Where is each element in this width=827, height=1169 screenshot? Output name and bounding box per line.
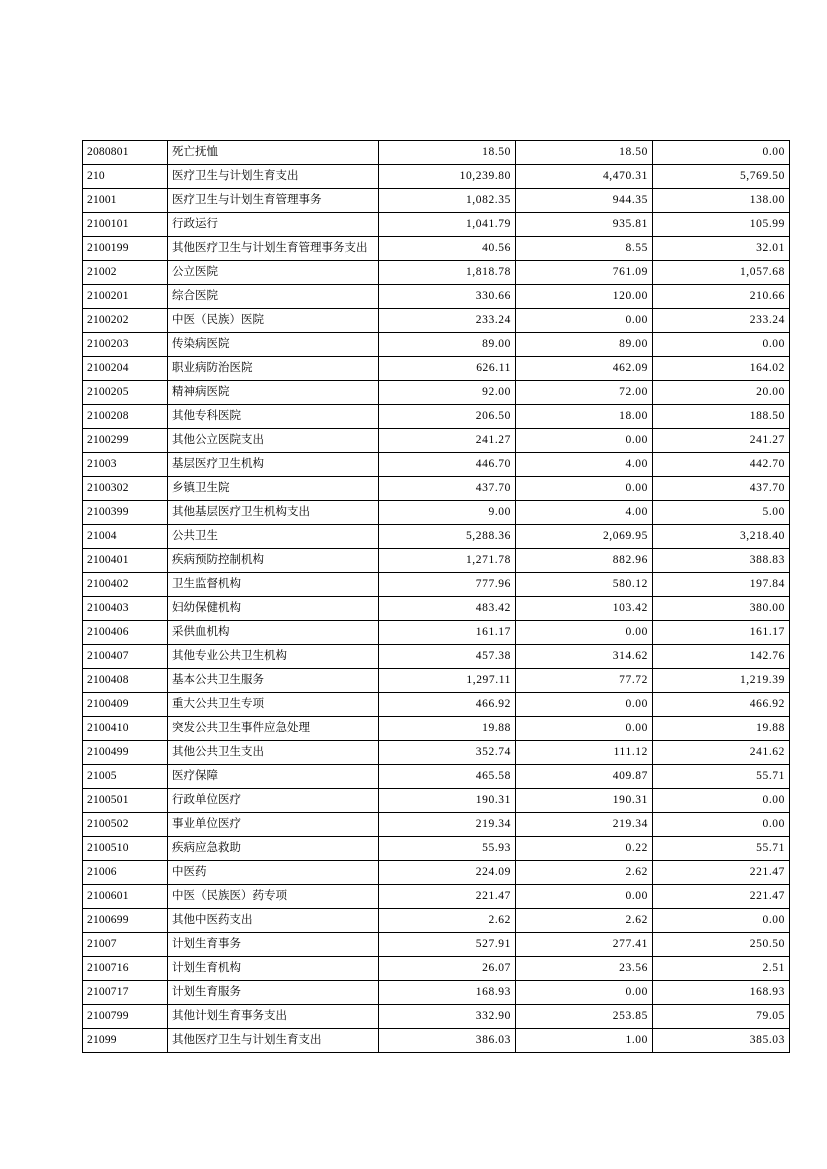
cell-item-name: 综合医院	[168, 285, 379, 309]
cell-amount-1: 219.34	[379, 813, 516, 837]
cell-amount-1: 55.93	[379, 837, 516, 861]
cell-amount-3: 20.00	[653, 381, 790, 405]
cell-item-name: 精神病医院	[168, 381, 379, 405]
cell-code: 2100799	[83, 1005, 168, 1029]
cell-amount-2: 23.56	[516, 957, 653, 981]
cell-amount-3: 164.02	[653, 357, 790, 381]
cell-item-name: 其他专科医院	[168, 405, 379, 429]
cell-item-name: 事业单位医疗	[168, 813, 379, 837]
table-row	[83, 693, 790, 717]
cell-code: 2100499	[83, 741, 168, 765]
cell-amount-2: 2.62	[516, 909, 653, 933]
table-row	[83, 333, 790, 357]
cell-amount-1: 161.17	[379, 621, 516, 645]
cell-item-name: 公立医院	[168, 261, 379, 285]
cell-item-name: 其他医疗卫生与计划生育支出	[168, 1029, 379, 1053]
cell-code: 2100401	[83, 549, 168, 573]
cell-amount-3: 5.00	[653, 501, 790, 525]
cell-amount-1: 1,041.79	[379, 213, 516, 237]
cell-amount-2: 219.34	[516, 813, 653, 837]
table-row	[83, 837, 790, 861]
cell-amount-1: 1,082.35	[379, 189, 516, 213]
cell-amount-1: 466.92	[379, 693, 516, 717]
cell-amount-2: 89.00	[516, 333, 653, 357]
cell-amount-1: 92.00	[379, 381, 516, 405]
table-row	[83, 741, 790, 765]
cell-amount-1: 1,818.78	[379, 261, 516, 285]
cell-item-name: 中医（民族）医院	[168, 309, 379, 333]
table-row	[83, 309, 790, 333]
cell-amount-1: 26.07	[379, 957, 516, 981]
cell-item-name: 突发公共卫生事件应急处理	[168, 717, 379, 741]
cell-amount-2: 277.41	[516, 933, 653, 957]
cell-amount-2: 0.00	[516, 717, 653, 741]
cell-code: 2100699	[83, 909, 168, 933]
cell-amount-3: 221.47	[653, 861, 790, 885]
cell-amount-2: 4,470.31	[516, 165, 653, 189]
cell-amount-1: 89.00	[379, 333, 516, 357]
cell-amount-3: 138.00	[653, 189, 790, 213]
table-row	[83, 597, 790, 621]
cell-amount-2: 580.12	[516, 573, 653, 597]
cell-amount-3: 197.84	[653, 573, 790, 597]
table-row	[83, 885, 790, 909]
cell-code: 2100502	[83, 813, 168, 837]
cell-amount-3: 221.47	[653, 885, 790, 909]
cell-item-name: 公共卫生	[168, 525, 379, 549]
cell-item-name: 疾病预防控制机构	[168, 549, 379, 573]
cell-item-name: 医疗卫生与计划生育管理事务	[168, 189, 379, 213]
cell-code: 2100299	[83, 429, 168, 453]
cell-code: 2080801	[83, 141, 168, 165]
cell-amount-3: 1,057.68	[653, 261, 790, 285]
cell-item-name: 其他计划生育事务支出	[168, 1005, 379, 1029]
cell-amount-1: 457.38	[379, 645, 516, 669]
cell-amount-3: 105.99	[653, 213, 790, 237]
cell-amount-2: 0.00	[516, 477, 653, 501]
table-row	[83, 861, 790, 885]
cell-item-name: 其他公共卫生支出	[168, 741, 379, 765]
cell-amount-2: 120.00	[516, 285, 653, 309]
table-row	[83, 549, 790, 573]
table-row	[83, 909, 790, 933]
cell-amount-3: 0.00	[653, 813, 790, 837]
cell-amount-2: 0.22	[516, 837, 653, 861]
cell-code: 21001	[83, 189, 168, 213]
cell-code: 2100406	[83, 621, 168, 645]
cell-item-name: 中医（民族医）药专项	[168, 885, 379, 909]
cell-amount-1: 19.88	[379, 717, 516, 741]
cell-amount-1: 5,288.36	[379, 525, 516, 549]
table-row	[83, 981, 790, 1005]
table-row	[83, 165, 790, 189]
table-row	[83, 429, 790, 453]
cell-amount-2: 2,069.95	[516, 525, 653, 549]
cell-code: 2100510	[83, 837, 168, 861]
cell-item-name: 计划生育机构	[168, 957, 379, 981]
cell-amount-2: 0.00	[516, 429, 653, 453]
cell-item-name: 医疗保障	[168, 765, 379, 789]
cell-code: 2100202	[83, 309, 168, 333]
cell-amount-3: 142.76	[653, 645, 790, 669]
cell-item-name: 妇幼保健机构	[168, 597, 379, 621]
cell-amount-3: 385.03	[653, 1029, 790, 1053]
table-row	[83, 1029, 790, 1053]
cell-code: 2100408	[83, 669, 168, 693]
cell-amount-1: 332.90	[379, 1005, 516, 1029]
cell-amount-3: 168.93	[653, 981, 790, 1005]
cell-amount-3: 437.70	[653, 477, 790, 501]
table-row	[83, 717, 790, 741]
cell-item-name: 其他医疗卫生与计划生育管理事务支出	[168, 237, 379, 261]
table-row	[83, 813, 790, 837]
cell-amount-3: 233.24	[653, 309, 790, 333]
cell-amount-3: 0.00	[653, 141, 790, 165]
cell-amount-2: 0.00	[516, 309, 653, 333]
cell-amount-3: 32.01	[653, 237, 790, 261]
cell-amount-1: 40.56	[379, 237, 516, 261]
table-row	[83, 669, 790, 693]
cell-code: 2100601	[83, 885, 168, 909]
cell-amount-3: 5,769.50	[653, 165, 790, 189]
cell-code: 2100403	[83, 597, 168, 621]
cell-code: 2100717	[83, 981, 168, 1005]
cell-item-name: 传染病医院	[168, 333, 379, 357]
cell-amount-1: 18.50	[379, 141, 516, 165]
budget-expenditure-table	[82, 140, 790, 1053]
cell-item-name: 疾病应急救助	[168, 837, 379, 861]
table-row	[83, 645, 790, 669]
cell-amount-2: 409.87	[516, 765, 653, 789]
cell-amount-1: 224.09	[379, 861, 516, 885]
cell-item-name: 基层医疗卫生机构	[168, 453, 379, 477]
cell-amount-3: 3,218.40	[653, 525, 790, 549]
cell-code: 2100203	[83, 333, 168, 357]
cell-code: 2100302	[83, 477, 168, 501]
cell-amount-3: 210.66	[653, 285, 790, 309]
cell-amount-3: 241.27	[653, 429, 790, 453]
cell-amount-3: 241.62	[653, 741, 790, 765]
cell-amount-1: 1,271.78	[379, 549, 516, 573]
cell-amount-1: 352.74	[379, 741, 516, 765]
cell-item-name: 其他专业公共卫生机构	[168, 645, 379, 669]
cell-amount-1: 330.66	[379, 285, 516, 309]
table-row	[83, 477, 790, 501]
cell-code: 21099	[83, 1029, 168, 1053]
cell-amount-3: 55.71	[653, 765, 790, 789]
cell-code: 21006	[83, 861, 168, 885]
table-row	[83, 1005, 790, 1029]
table-row	[83, 405, 790, 429]
table-row	[83, 933, 790, 957]
cell-amount-3: 1,219.39	[653, 669, 790, 693]
cell-code: 2100199	[83, 237, 168, 261]
table-row	[83, 789, 790, 813]
table-row	[83, 957, 790, 981]
cell-amount-2: 4.00	[516, 453, 653, 477]
cell-amount-1: 483.42	[379, 597, 516, 621]
cell-amount-2: 190.31	[516, 789, 653, 813]
cell-amount-3: 0.00	[653, 789, 790, 813]
table-body	[83, 141, 790, 1053]
cell-amount-3: 0.00	[653, 909, 790, 933]
cell-item-name: 其他中医药支出	[168, 909, 379, 933]
cell-item-name: 职业病防治医院	[168, 357, 379, 381]
cell-code: 2100409	[83, 693, 168, 717]
cell-item-name: 基本公共卫生服务	[168, 669, 379, 693]
cell-code: 2100101	[83, 213, 168, 237]
cell-amount-1: 10,239.80	[379, 165, 516, 189]
cell-amount-1: 386.03	[379, 1029, 516, 1053]
cell-amount-3: 442.70	[653, 453, 790, 477]
cell-amount-2: 18.00	[516, 405, 653, 429]
cell-item-name: 死亡抚恤	[168, 141, 379, 165]
cell-amount-2: 462.09	[516, 357, 653, 381]
cell-amount-2: 77.72	[516, 669, 653, 693]
cell-amount-2: 253.85	[516, 1005, 653, 1029]
cell-amount-2: 111.12	[516, 741, 653, 765]
cell-amount-1: 626.11	[379, 357, 516, 381]
table-row	[83, 621, 790, 645]
cell-amount-2: 103.42	[516, 597, 653, 621]
cell-amount-3: 380.00	[653, 597, 790, 621]
cell-item-name: 采供血机构	[168, 621, 379, 645]
cell-amount-2: 2.62	[516, 861, 653, 885]
cell-item-name: 其他公立医院支出	[168, 429, 379, 453]
cell-amount-2: 0.00	[516, 981, 653, 1005]
cell-code: 21005	[83, 765, 168, 789]
cell-amount-1: 9.00	[379, 501, 516, 525]
cell-amount-2: 4.00	[516, 501, 653, 525]
cell-amount-3: 19.88	[653, 717, 790, 741]
cell-item-name: 行政单位医疗	[168, 789, 379, 813]
cell-item-name: 医疗卫生与计划生育支出	[168, 165, 379, 189]
cell-amount-3: 79.05	[653, 1005, 790, 1029]
cell-code: 2100716	[83, 957, 168, 981]
cell-code: 210	[83, 165, 168, 189]
cell-code: 21007	[83, 933, 168, 957]
cell-code: 21002	[83, 261, 168, 285]
cell-code: 2100402	[83, 573, 168, 597]
cell-amount-3: 466.92	[653, 693, 790, 717]
cell-amount-1: 446.70	[379, 453, 516, 477]
cell-item-name: 重大公共卫生专项	[168, 693, 379, 717]
cell-amount-1: 2.62	[379, 909, 516, 933]
cell-amount-1: 206.50	[379, 405, 516, 429]
cell-code: 2100205	[83, 381, 168, 405]
table-row	[83, 525, 790, 549]
cell-amount-1: 190.31	[379, 789, 516, 813]
cell-code: 2100201	[83, 285, 168, 309]
cell-code: 2100501	[83, 789, 168, 813]
cell-amount-3: 388.83	[653, 549, 790, 573]
cell-amount-2: 0.00	[516, 693, 653, 717]
cell-amount-2: 0.00	[516, 885, 653, 909]
cell-amount-1: 465.58	[379, 765, 516, 789]
cell-amount-3: 161.17	[653, 621, 790, 645]
cell-code: 2100410	[83, 717, 168, 741]
cell-item-name: 计划生育服务	[168, 981, 379, 1005]
cell-amount-3: 0.00	[653, 333, 790, 357]
cell-amount-1: 527.91	[379, 933, 516, 957]
cell-amount-2: 314.62	[516, 645, 653, 669]
table-row	[83, 501, 790, 525]
cell-code: 21004	[83, 525, 168, 549]
cell-item-name: 乡镇卫生院	[168, 477, 379, 501]
cell-item-name: 计划生育事务	[168, 933, 379, 957]
cell-amount-2: 1.00	[516, 1029, 653, 1053]
cell-item-name: 其他基层医疗卫生机构支出	[168, 501, 379, 525]
cell-code: 21003	[83, 453, 168, 477]
cell-amount-2: 882.96	[516, 549, 653, 573]
cell-code: 2100208	[83, 405, 168, 429]
cell-code: 2100407	[83, 645, 168, 669]
cell-amount-1: 437.70	[379, 477, 516, 501]
cell-item-name: 行政运行	[168, 213, 379, 237]
table-row	[83, 453, 790, 477]
cell-amount-2: 935.81	[516, 213, 653, 237]
cell-code: 2100399	[83, 501, 168, 525]
cell-code: 2100204	[83, 357, 168, 381]
cell-amount-1: 777.96	[379, 573, 516, 597]
cell-amount-3: 55.71	[653, 837, 790, 861]
table-row	[83, 381, 790, 405]
table-row	[83, 285, 790, 309]
cell-amount-3: 250.50	[653, 933, 790, 957]
cell-amount-1: 168.93	[379, 981, 516, 1005]
cell-amount-1: 233.24	[379, 309, 516, 333]
cell-amount-3: 2.51	[653, 957, 790, 981]
cell-amount-2: 18.50	[516, 141, 653, 165]
table-row	[83, 213, 790, 237]
cell-amount-1: 1,297.11	[379, 669, 516, 693]
table-row	[83, 573, 790, 597]
cell-item-name: 中医药	[168, 861, 379, 885]
cell-item-name: 卫生监督机构	[168, 573, 379, 597]
table-row	[83, 357, 790, 381]
table-row	[83, 261, 790, 285]
cell-amount-1: 241.27	[379, 429, 516, 453]
cell-amount-2: 944.35	[516, 189, 653, 213]
table-row	[83, 237, 790, 261]
table-row	[83, 141, 790, 165]
cell-amount-3: 188.50	[653, 405, 790, 429]
table-row	[83, 765, 790, 789]
cell-amount-1: 221.47	[379, 885, 516, 909]
cell-amount-2: 72.00	[516, 381, 653, 405]
cell-amount-2: 0.00	[516, 621, 653, 645]
table-row	[83, 189, 790, 213]
cell-amount-2: 8.55	[516, 237, 653, 261]
cell-amount-2: 761.09	[516, 261, 653, 285]
